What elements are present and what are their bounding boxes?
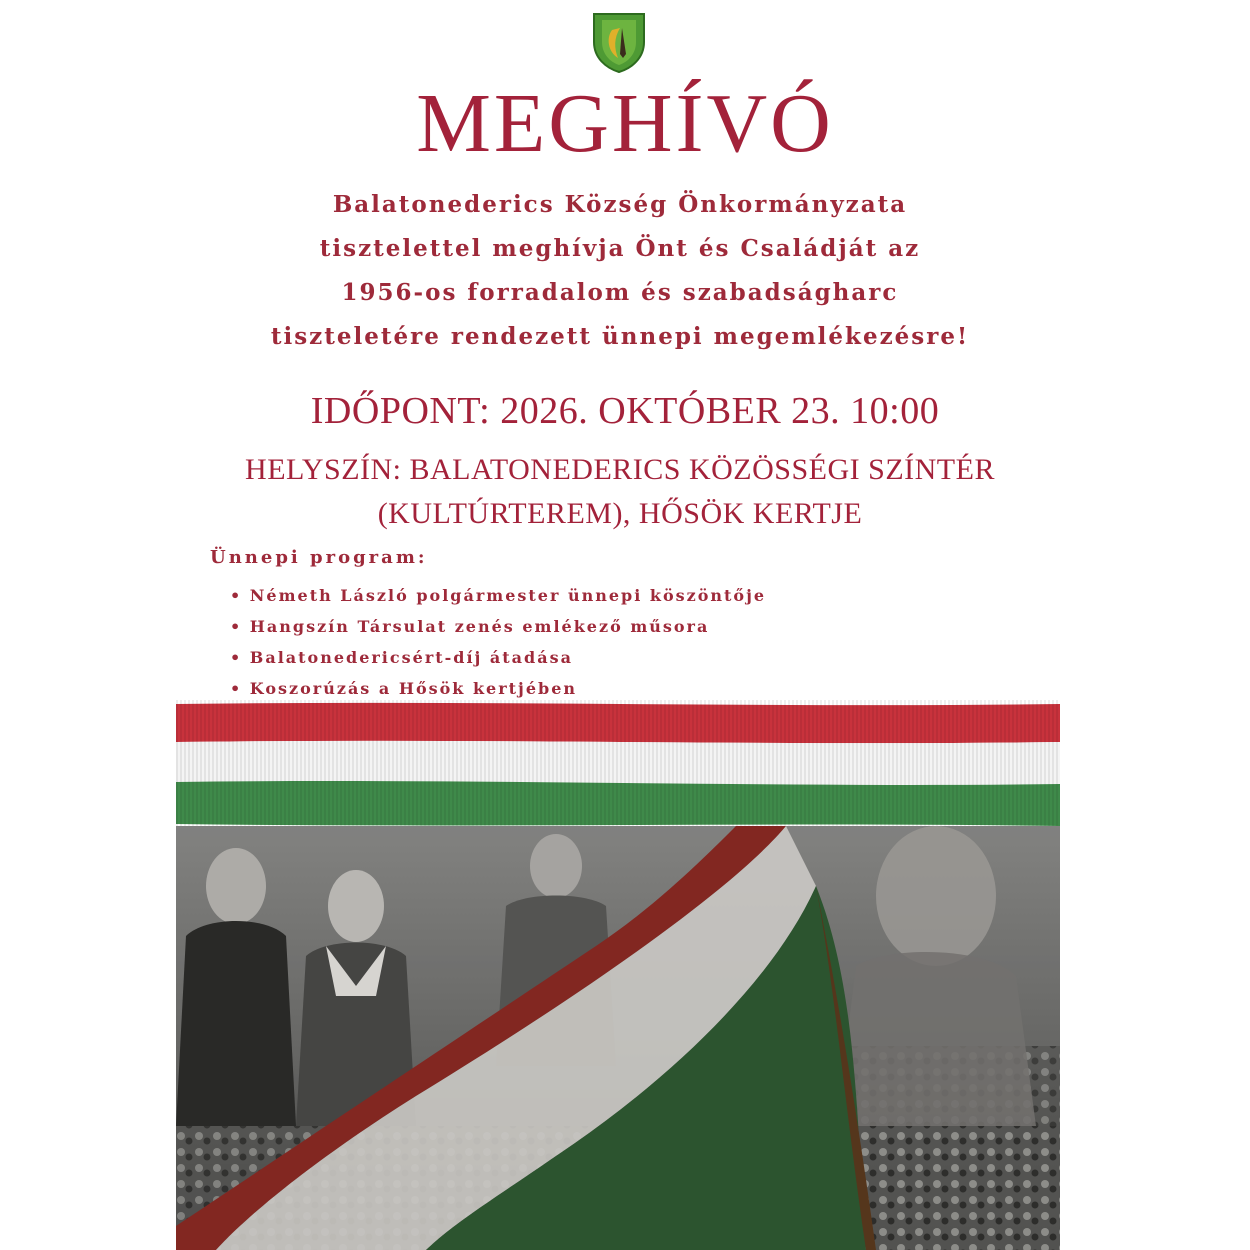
place-line: HELYSZÍN: BALATONEDERICS KÖZÖSSÉGI SZÍNTÉR — [245, 453, 995, 486]
invitation-intro — [150, 183, 1090, 359]
intro-line: Balatonederics Község Önkormányzata — [332, 191, 908, 218]
event-place — [150, 448, 1090, 536]
program-item: • Németh László polgármester ünnepi köszöntője — [230, 580, 766, 611]
program-item: • Balatonedericsért-díj átadása — [230, 642, 766, 673]
invitation-title: MEGHÍVÓ — [416, 77, 834, 170]
intro-line: tisztelettel meghívja Önt és Családját az — [319, 235, 921, 262]
program-item: • Hangszín Társulat zenés emlékező műsora — [230, 611, 766, 642]
tricolor-ribbon — [176, 700, 1060, 828]
program-heading: Ünnepi program: — [210, 547, 428, 568]
place-line: (KULTÚRTEREM), HŐSÖK KERTJE — [377, 497, 863, 530]
intro-line: tiszteletére rendezett ünnepi megemlékezésre! — [270, 323, 970, 350]
program-item: • Koszorúzás a Hősök kertjében — [230, 673, 766, 704]
program-list — [230, 580, 766, 704]
intro-line: 1956-os forradalom és szabadságharc — [341, 279, 899, 306]
event-time: IDŐPONT: 2026. OKTÓBER 23. 10:00 — [310, 390, 940, 432]
revolution-photo — [176, 826, 1060, 1250]
coat-of-arms-icon — [592, 12, 646, 74]
